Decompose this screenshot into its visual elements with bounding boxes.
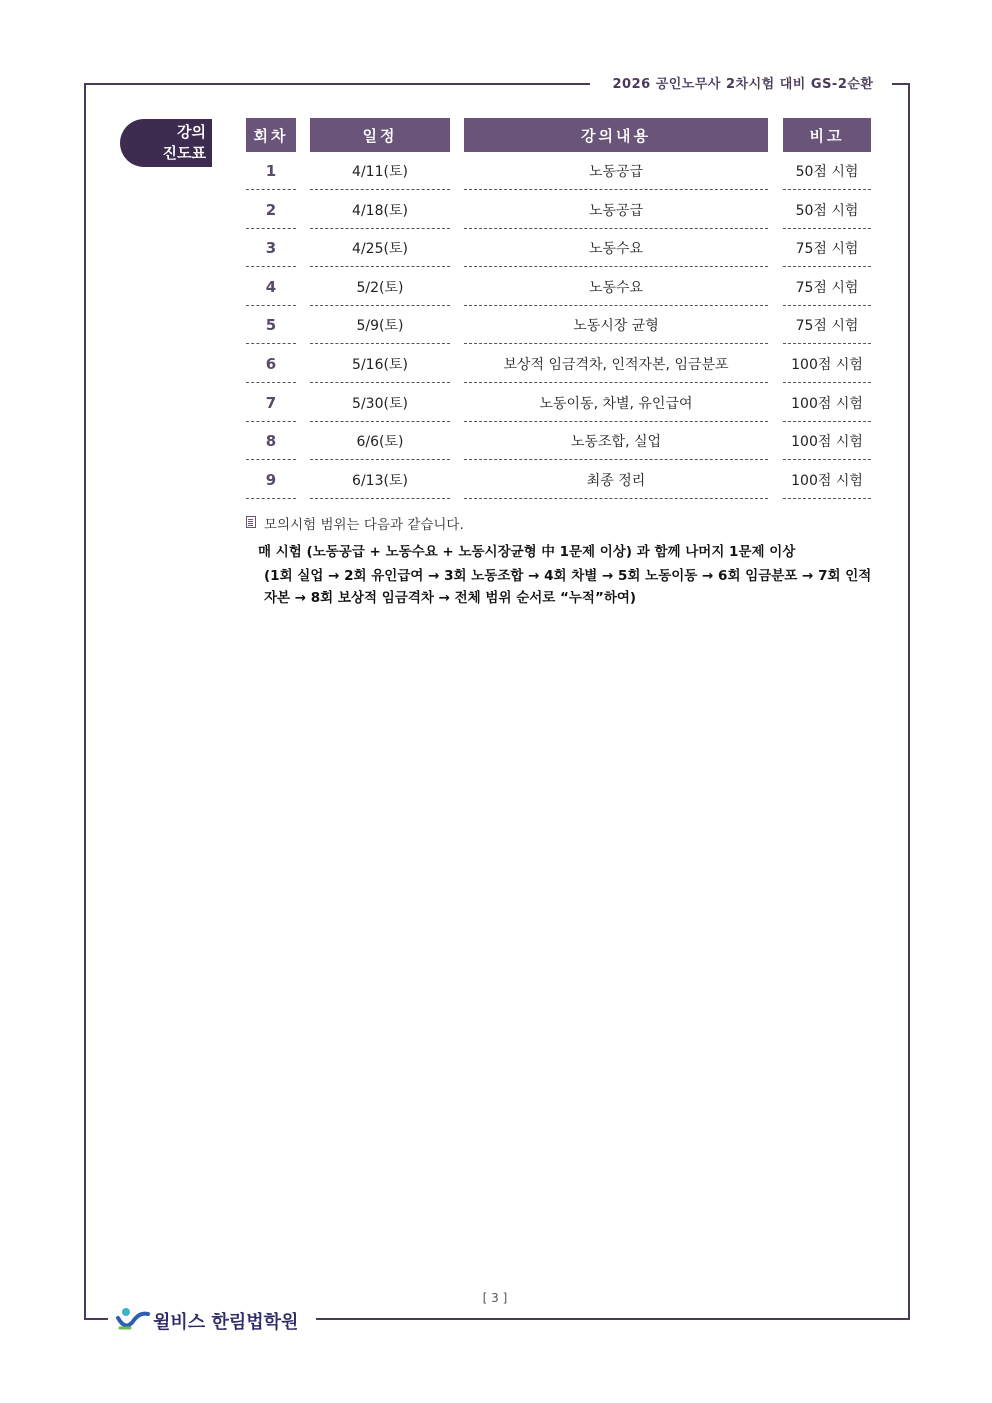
session-date: 4/11(토) [352, 164, 408, 180]
session-date: 5/2(토) [356, 279, 404, 296]
logo-text: 윌비스 한림법학원 [153, 1312, 299, 1333]
session-note: 75점 시험 [795, 279, 859, 296]
row-divider [783, 498, 871, 499]
session-number: 3 [265, 239, 277, 258]
logo-icon [116, 1306, 150, 1334]
session-number: 1 [265, 162, 277, 180]
session-content: 노동공급 [588, 202, 644, 219]
session-content: 노동수요 [588, 279, 644, 296]
session-note: 100점 시험 [791, 434, 863, 451]
session-date: 4/25(토) [352, 241, 408, 258]
session-content: 보상적 임금격차, 인적자본, 임금분포 [503, 357, 729, 373]
session-content: 노동이동, 차별, 유인급여 [539, 395, 693, 412]
section-tab-line1: 강의 [177, 123, 206, 141]
session-note: 100점 시험 [791, 395, 863, 412]
page-number: [ 3 ] [482, 1291, 508, 1305]
table-header-date: 일정 [310, 118, 450, 152]
session-date: 5/30(토) [352, 395, 408, 412]
session-number: 2 [265, 200, 277, 219]
session-number: 8 [265, 432, 277, 451]
table-row [0, 422, 992, 461]
section-tab-line2: 진도표 [162, 144, 206, 162]
session-date: 6/13(토) [352, 472, 408, 489]
table-row [0, 191, 992, 230]
frame-bottom-line-start [84, 1318, 108, 1320]
table-row [0, 306, 992, 345]
frame-bottom-line [316, 1318, 910, 1320]
session-content: 노동공급 [588, 164, 644, 180]
session-number: 9 [265, 470, 277, 489]
session-content: 노동시장 균형 [573, 318, 659, 335]
note-exam-scope: 매 시험 (노동공급 + 노동수요 + 노동시장균형 中 1문제 이상) 과 함께 나머지 1문제 이상 [258, 544, 796, 560]
table-row [0, 461, 992, 500]
row-divider [246, 498, 296, 499]
table-header-session: 회차 [246, 118, 296, 152]
session-number: 7 [265, 393, 277, 412]
row-divider [464, 498, 768, 499]
table-row [0, 384, 992, 423]
memo-icon [246, 516, 256, 528]
row-divider [310, 498, 450, 499]
session-note: 50점 시험 [795, 202, 859, 219]
session-note: 100점 시험 [791, 357, 863, 373]
session-content: 노동수요 [588, 241, 644, 258]
table-row [0, 229, 992, 268]
session-content: 최종 정리 [586, 472, 646, 489]
session-note: 100점 시험 [791, 472, 863, 489]
session-note: 75점 시험 [795, 241, 859, 258]
session-content: 노동조합, 실업 [570, 434, 662, 451]
table-header-note: 비고 [783, 118, 871, 152]
table-row [0, 268, 992, 307]
session-date: 5/16(토) [352, 357, 408, 373]
session-number: 4 [265, 277, 277, 296]
note-exam-order: (1회 실업 → 2회 유인급여 → 3회 노동조합 → 4회 차별 → 5회 노동이동 → 6회 임금분포 → 7회 인적자본 → 8회 보상적 임금격차 → 전체 범위 순서로 “누적”하여) [264, 568, 872, 606]
session-date: 6/6(토) [356, 434, 404, 451]
document-header-title: 2026 공인노무사 2차시험 대비 GS-2순환 [612, 77, 874, 92]
note-intro: 모의시험 범위는 다음과 같습니다. [264, 517, 464, 533]
session-note: 75점 시험 [795, 318, 859, 335]
session-date: 4/18(토) [352, 202, 408, 219]
table-row [0, 345, 992, 384]
table-header-content: 강의내용 [464, 118, 768, 152]
session-number: 5 [265, 316, 277, 335]
session-date: 5/9(토) [356, 318, 404, 335]
session-note: 50점 시험 [795, 164, 859, 180]
table-row [0, 152, 992, 191]
frame-top-line [84, 83, 590, 85]
session-number: 6 [265, 355, 277, 373]
